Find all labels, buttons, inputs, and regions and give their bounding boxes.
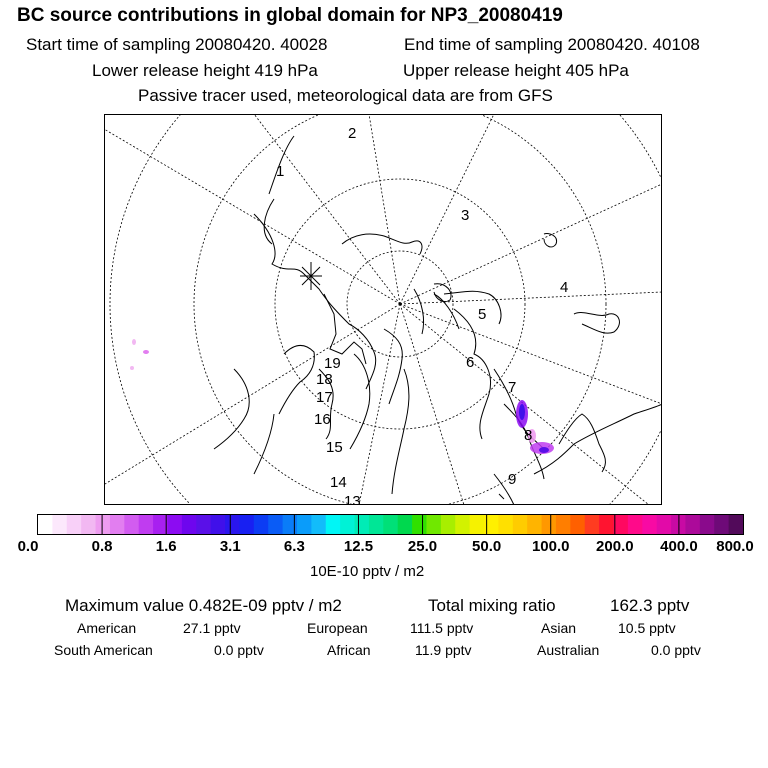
- colorbar-swatch: [369, 515, 384, 534]
- colorbar-swatch: [340, 515, 355, 534]
- colorbar-swatch: [614, 515, 629, 534]
- trajectory-label: 14: [330, 474, 347, 491]
- colorbar-swatch: [311, 515, 326, 534]
- colorbar-swatch: [383, 515, 398, 534]
- trajectory-label: 19: [324, 355, 341, 372]
- colorbar-swatch: [498, 515, 513, 534]
- trajectory-label: 18: [316, 371, 333, 388]
- trajectory-label: 8: [524, 427, 533, 444]
- colorbar-swatch: [225, 515, 240, 534]
- tracer-note: Passive tracer used, meteorological data are from GFS: [138, 86, 553, 105]
- colorbar-swatch: [182, 515, 197, 534]
- maximum-value: Maximum value 0.482E-09 pptv / m2: [65, 596, 342, 615]
- colorbar-swatch: [67, 515, 82, 534]
- sampling-end-time: End time of sampling 20080420. 40108: [404, 35, 700, 54]
- source-region-value: 27.1 pptv: [183, 620, 241, 636]
- colorbar-swatch: [355, 515, 370, 534]
- colorbar-swatch: [124, 515, 139, 534]
- colorbar-swatch: [52, 515, 67, 534]
- colorbar-tick-label: 50.0: [472, 538, 502, 555]
- trajectory-label: 17: [316, 389, 333, 406]
- colorbar-tick-label: 3.1: [219, 538, 241, 555]
- total-mixing-ratio-label: Total mixing ratio: [428, 596, 556, 615]
- colorbar-swatch: [426, 515, 441, 534]
- colorbar-swatch: [297, 515, 312, 534]
- colorbar-swatch: [455, 515, 470, 534]
- colorbar-swatch: [38, 515, 53, 534]
- colorbar-tick-label: 6.3: [283, 538, 305, 555]
- colorbar-swatch: [542, 515, 557, 534]
- source-region-name: Australian: [537, 642, 600, 658]
- trajectory-label: 4: [560, 279, 569, 296]
- colorbar-unit: 10E-10 pptv / m2: [310, 563, 425, 580]
- colorbar-swatch: [283, 515, 298, 534]
- colorbar-swatch: [599, 515, 614, 534]
- total-mixing-ratio-value: 162.3 pptv: [610, 596, 690, 615]
- concentration-patch: [132, 339, 136, 345]
- colorbar-swatch: [268, 515, 283, 534]
- colorbar-swatch: [628, 515, 643, 534]
- colorbar-tick-label: 200.0: [596, 538, 634, 555]
- trajectory-label: 16: [314, 411, 331, 428]
- colorbar-swatch: [326, 515, 341, 534]
- concentration-patch: [143, 350, 149, 354]
- colorbar-swatch: [685, 515, 700, 534]
- trajectory-label: 3: [461, 207, 470, 224]
- colorbar-tick-label: 25.0: [407, 538, 438, 555]
- colorbar-tick-label: 1.6: [155, 538, 177, 555]
- upper-release-height: Upper release height 405 hPa: [403, 61, 629, 80]
- colorbar-swatch: [254, 515, 269, 534]
- source-region-name: American: [77, 620, 137, 636]
- colorbar-swatch: [513, 515, 528, 534]
- source-region-name: South American: [54, 642, 153, 658]
- source-region-value: 111.5 pptv: [410, 620, 474, 636]
- concentration-patch: [130, 366, 134, 370]
- colorbar-tick-label: 100.0: [531, 538, 570, 555]
- colorbar-swatch: [211, 515, 226, 534]
- colorbar-swatch: [714, 515, 729, 534]
- source-region-name: African: [327, 642, 371, 658]
- concentration-patch: [539, 447, 549, 453]
- trajectory-label: 1: [276, 163, 285, 180]
- trajectory-label: 15: [326, 439, 343, 456]
- colorbar-swatch: [412, 515, 427, 534]
- lower-release-height: Lower release height 419 hPa: [92, 61, 318, 80]
- trajectory-label: 6: [466, 354, 475, 371]
- plot-title: BC source contributions in global domain for NP3_20080419: [17, 5, 563, 26]
- source-region-value: 0.0 pptv: [651, 642, 701, 658]
- colorbar-swatch: [657, 515, 672, 534]
- trajectory-label: 13: [344, 493, 361, 505]
- colorbar-swatch: [570, 515, 585, 534]
- source-region-value: 10.5 pptv: [618, 620, 676, 636]
- source-region-name: Asian: [541, 620, 577, 636]
- trajectory-label: 2: [348, 125, 357, 142]
- colorbar-swatch: [398, 515, 413, 534]
- colorbar: [37, 514, 744, 535]
- concentration-patch: [519, 404, 525, 420]
- map-frame: [105, 115, 662, 505]
- colorbar-tick-label: 12.5: [343, 538, 374, 555]
- colorbar-tick-label: 800.0: [716, 538, 754, 555]
- trajectory-label: 7: [508, 379, 517, 396]
- colorbar-swatch: [110, 515, 125, 534]
- source-region-value: 0.0 pptv: [214, 642, 264, 658]
- colorbar-tick-label: 0.8: [91, 538, 113, 555]
- colorbar-swatch: [642, 515, 657, 534]
- colorbar-swatch: [96, 515, 111, 534]
- colorbar-swatch: [585, 515, 600, 534]
- colorbar-swatch: [470, 515, 485, 534]
- colorbar-swatch: [139, 515, 154, 534]
- trajectory-label: 9: [508, 471, 517, 488]
- colorbar-swatch: [527, 515, 542, 534]
- colorbar-swatch: [196, 515, 211, 534]
- colorbar-swatch: [81, 515, 96, 534]
- colorbar-tick-label: 400.0: [660, 538, 698, 555]
- source-region-value: 11.9 pptv: [415, 642, 472, 658]
- colorbar-tick-label: 0.0: [17, 538, 39, 555]
- colorbar-swatch: [167, 515, 182, 534]
- colorbar-swatch: [556, 515, 571, 534]
- colorbar-swatch: [700, 515, 715, 534]
- polar-map: [104, 114, 662, 505]
- sampling-start-time: Start time of sampling 20080420. 40028: [26, 35, 328, 54]
- source-region-name: European: [307, 620, 368, 636]
- colorbar-swatch: [441, 515, 456, 534]
- trajectory-label: 5: [478, 306, 487, 323]
- colorbar-swatch: [239, 515, 254, 534]
- colorbar-swatch: [729, 515, 744, 534]
